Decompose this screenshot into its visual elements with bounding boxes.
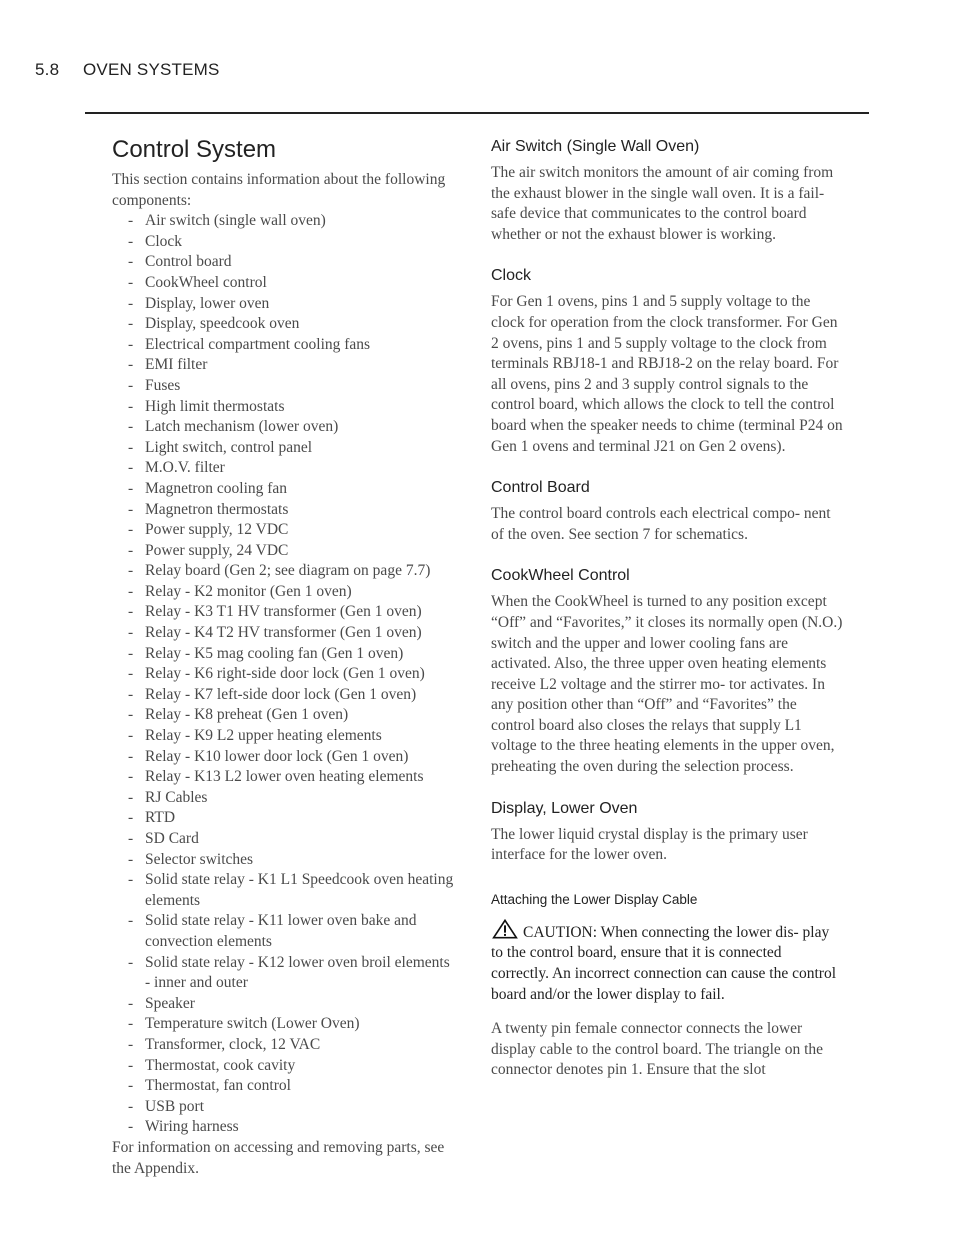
list-item <box>112 623 457 644</box>
list-item <box>112 520 457 541</box>
list-dash: - <box>128 747 134 765</box>
list-dash: - <box>128 1015 134 1033</box>
list-item <box>112 602 457 623</box>
list-dash: - <box>128 644 134 662</box>
list-dash: - <box>128 232 134 250</box>
list-item <box>112 479 457 500</box>
list-dash: - <box>128 994 134 1012</box>
list-item <box>112 438 457 459</box>
control-board-heading: Control Board <box>491 479 590 497</box>
list-dash: - <box>128 665 134 683</box>
list-item <box>112 314 457 335</box>
display-lower-heading: Display, Lower Oven <box>491 799 638 817</box>
list-dash: - <box>128 727 134 745</box>
outro-text: For information on accessing and removing parts, see the Appendix. <box>112 1138 445 1177</box>
list-item-text: CookWheel control <box>145 273 267 291</box>
list-dash: - <box>128 335 134 353</box>
list-item-text: Magnetron cooling fan <box>145 479 288 497</box>
list-item-text: Air switch (single wall oven) <box>145 212 326 230</box>
list-item <box>112 911 457 952</box>
cookwheel-text: When the CookWheel is turned to any position except “Off” and “Favorites,” it closes its normally open (N.O.) switch and the upper and lower cooling fans are activated. Also, the three upper oven heating elements receive L2 voltage and the stirrer mo- tor activates. In any position other than “Off” and “Favorites” the control board also closes the relays that supply L1 voltage to the three heating elements in the upper oven, preheating the oven during the selection process. <box>491 593 843 776</box>
list-item-text: Relay - K2 monitor (Gen 1 oven) <box>145 582 352 600</box>
component-list <box>112 211 457 1138</box>
list-item <box>112 1117 457 1138</box>
list-dash: - <box>128 830 134 847</box>
list-dash: - <box>128 438 134 456</box>
left-column <box>112 136 457 1179</box>
list-item <box>112 1076 457 1097</box>
list-item-text: Relay - K4 T2 HV transformer (Gen 1 oven) <box>145 624 422 642</box>
caution-text: CAUTION: When connecting the lower dis- play to the control board, ensure that it is connected correctly. An incorrect connection can cause the control board and/or the lower display to fail. <box>491 923 837 1003</box>
list-item <box>112 376 457 397</box>
list-item-text: Solid state relay - K1 L1 Speedcook oven heating elements <box>145 871 454 909</box>
list-dash: - <box>128 603 134 621</box>
list-item-text: Magnetron thermostats <box>145 500 289 518</box>
list-item <box>112 417 457 438</box>
list-item-text: SD Card <box>145 830 199 847</box>
section-title: OVEN SYSTEMS <box>83 60 220 79</box>
list-dash: - <box>128 706 134 724</box>
list-item <box>112 767 457 788</box>
list-dash: - <box>128 479 134 497</box>
air-switch-text: The air switch monitors the amount of air coming from the exhaust blower in the single wall oven. It is a fail-safe device that communicates to the control board whether or not the exhaust blower is working. <box>491 164 834 243</box>
list-item <box>112 541 457 562</box>
list-item <box>112 397 457 418</box>
list-dash: - <box>128 397 134 415</box>
list-item-text: Temperature switch (Lower Oven) <box>145 1015 360 1033</box>
list-item <box>112 953 457 994</box>
list-item-text: Solid state relay - K12 lower oven broil elements - inner and outer <box>145 953 450 992</box>
list-item <box>112 500 457 521</box>
list-item <box>112 788 457 809</box>
list-item-text: Control board <box>145 253 232 271</box>
attach-cable-subheading: Attaching the Lower Display Cable <box>491 891 698 907</box>
list-item-text: Electrical compartment cooling fans <box>145 335 371 353</box>
list-item-text: Relay - K5 mag cooling fan (Gen 1 oven) <box>145 644 404 662</box>
list-item <box>112 458 457 479</box>
list-item <box>112 211 457 232</box>
list-item-text: Wiring harness <box>145 1118 239 1136</box>
list-item-text: Relay board (Gen 2; see diagram on page 7.7) <box>145 562 431 580</box>
list-item-text: Selector switches <box>145 850 254 868</box>
list-dash: - <box>128 582 134 600</box>
list-item <box>112 273 457 294</box>
list-item-text: Relay - K8 preheat (Gen 1 oven) <box>145 706 349 724</box>
list-item <box>112 644 457 665</box>
list-dash: - <box>128 871 134 889</box>
list-item-text: Speaker <box>145 994 195 1012</box>
list-item <box>112 705 457 726</box>
list-item-text: Display, lower oven <box>145 294 270 312</box>
list-dash: - <box>128 356 134 374</box>
list-item-text: EMI filter <box>145 356 208 374</box>
list-item <box>112 829 457 850</box>
list-dash: - <box>128 212 134 230</box>
list-dash: - <box>128 521 134 539</box>
connector-text: A twenty pin female connector connects the lower display cable to the control board. The triangle on the connector denotes pin 1. Ensure that the slot <box>491 1020 824 1079</box>
list-item <box>112 685 457 706</box>
list-item <box>112 1097 457 1118</box>
list-item-text: Transformer, clock, 12 VAC <box>145 1035 321 1053</box>
clock-heading: Clock <box>491 267 532 285</box>
list-item <box>112 1056 457 1077</box>
list-dash: - <box>128 541 134 559</box>
caution-note <box>491 919 843 1005</box>
list-item-text: RTD <box>145 809 176 827</box>
list-item-text: Relay - K9 L2 upper heating elements <box>145 727 382 745</box>
list-dash: - <box>128 685 134 703</box>
list-item-text: Latch mechanism (lower oven) <box>145 418 339 436</box>
list-item <box>112 747 457 768</box>
list-dash: - <box>128 850 134 868</box>
list-item-text: USB port <box>145 1097 204 1115</box>
list-dash: - <box>128 809 134 827</box>
list-item-text: Clock <box>145 232 183 250</box>
warning-triangle-icon <box>491 919 519 939</box>
list-item-text: Relay - K7 left-side door lock (Gen 1 oven) <box>145 685 417 703</box>
list-dash: - <box>128 768 134 786</box>
list-dash: - <box>128 418 134 436</box>
list-item-text: Thermostat, cook cavity <box>145 1056 296 1074</box>
header-rule <box>85 112 869 114</box>
list-item <box>112 726 457 747</box>
list-item <box>112 355 457 376</box>
list-dash: - <box>128 1056 134 1074</box>
list-item <box>112 335 457 356</box>
clock-text: For Gen 1 ovens, pins 1 and 5 supply voltage to the clock for operation from the clock transformer. For Gen 2 ovens, pins 1 and 5 supply voltage to the clock from terminals RBJ18-1 and RBJ18-2 on the relay board. For all ovens, pins 2 and 3 supply control signals to the control board, which allows the clock to tell the control board when the speaker needs to chime (terminal P24 on Gen 1 ovens and terminal J21 on Gen 2 ovens). <box>491 293 843 455</box>
section-number: 5.8 <box>35 60 60 79</box>
list-dash: - <box>128 562 134 580</box>
list-dash: - <box>128 500 134 518</box>
list-dash: - <box>128 1097 134 1115</box>
list-item <box>112 808 457 829</box>
list-item-text: Thermostat, fan control <box>145 1077 291 1095</box>
list-item-text: Power supply, 24 VDC <box>145 541 289 559</box>
list-item-text: Relay - K10 lower door lock (Gen 1 oven) <box>145 747 409 765</box>
list-dash: - <box>128 459 134 477</box>
list-dash: - <box>128 1035 134 1053</box>
air-switch-heading: Air Switch (Single Wall Oven) <box>491 138 700 155</box>
list-item <box>112 1014 457 1035</box>
list-dash: - <box>128 253 134 271</box>
section-cookwheel <box>491 567 843 777</box>
list-item-text: RJ Cables <box>145 788 208 806</box>
list-item <box>112 561 457 582</box>
list-dash: - <box>128 376 134 394</box>
list-item <box>112 994 457 1015</box>
list-dash: - <box>128 788 134 806</box>
list-dash: - <box>128 912 134 930</box>
section-control-board <box>491 479 843 545</box>
list-dash: - <box>128 1118 134 1136</box>
cookwheel-heading: CookWheel Control <box>491 567 630 585</box>
list-dash: - <box>128 624 134 642</box>
right-column <box>491 138 843 1081</box>
list-item <box>112 252 457 273</box>
section-clock <box>491 267 843 457</box>
list-item <box>112 232 457 253</box>
control-board-text: The control board controls each electrical compo- nent of the oven. See section 7 for schematics. <box>491 505 831 543</box>
list-item <box>112 294 457 315</box>
page-header <box>35 60 220 80</box>
list-item <box>112 1035 457 1056</box>
list-dash: - <box>128 953 134 971</box>
list-item-text: Light switch, control panel <box>145 438 313 456</box>
list-item <box>112 664 457 685</box>
section-display-lower <box>491 800 843 1081</box>
page-title: Control System <box>112 136 277 163</box>
list-dash: - <box>128 273 134 291</box>
list-item-text: Fuses <box>145 376 181 394</box>
list-item-text: Display, speedcook oven <box>145 315 300 333</box>
section-air-switch <box>491 138 843 245</box>
list-item-text: Relay - K13 L2 lower oven heating elements <box>145 768 424 786</box>
list-item-text: M.O.V. filter <box>145 459 225 477</box>
list-item-text: Power supply, 12 VDC <box>145 521 289 539</box>
list-dash: - <box>128 1077 134 1095</box>
list-dash: - <box>128 315 134 333</box>
list-item-text: Relay - K3 T1 HV transformer (Gen 1 oven) <box>145 603 422 621</box>
display-lower-text: The lower liquid crystal display is the primary user interface for the lower oven. <box>491 825 808 864</box>
list-item-text: Solid state relay - K11 lower oven bake and convection elements <box>145 912 417 950</box>
list-item <box>112 870 457 911</box>
list-item-text: High limit thermostats <box>145 397 285 415</box>
intro-text: This section contains information about the following components: <box>112 171 446 209</box>
list-dash: - <box>128 294 134 312</box>
list-item-text: Relay - K6 right-side door lock (Gen 1 oven) <box>145 665 425 683</box>
list-item <box>112 850 457 871</box>
list-item <box>112 582 457 603</box>
